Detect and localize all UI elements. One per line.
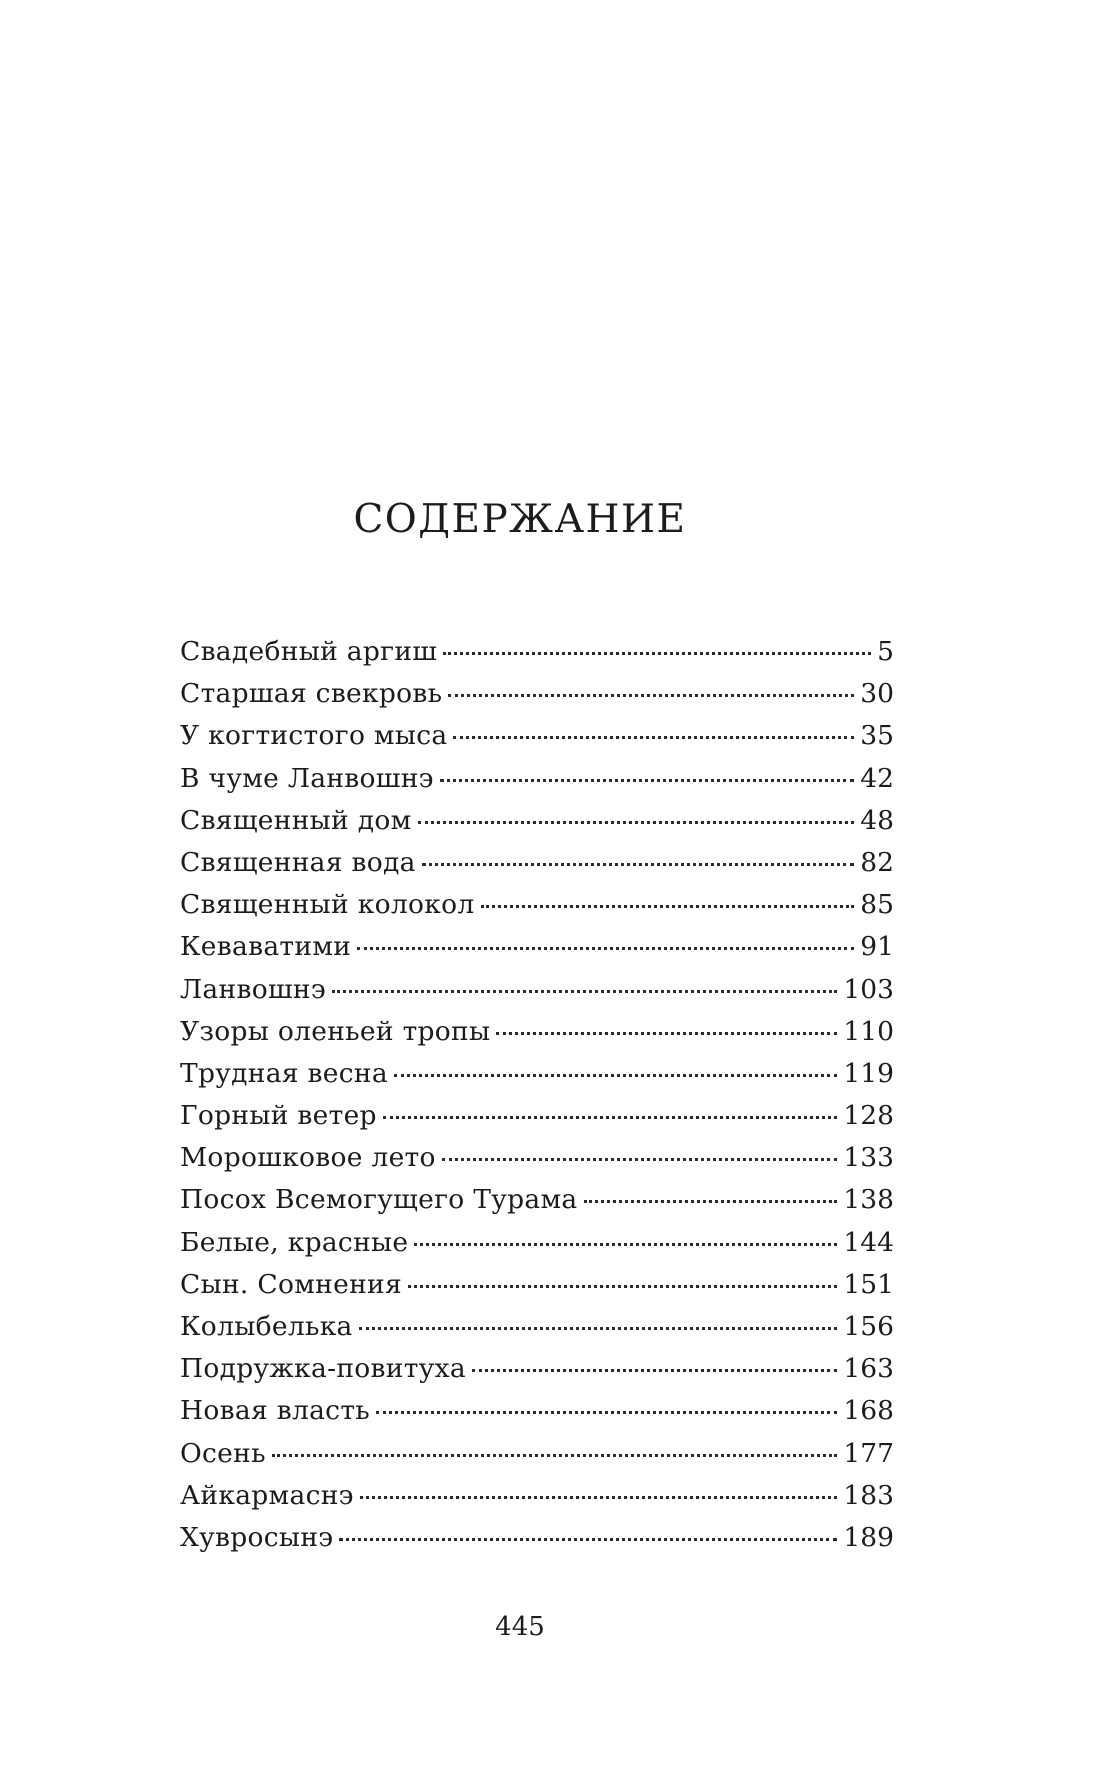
toc-entry-title: Священный дом [180, 804, 412, 836]
toc-entry-page: 110 [843, 1015, 894, 1047]
toc-entry-page: 168 [843, 1395, 894, 1427]
dot-leader [339, 1516, 837, 1546]
toc-entry-page: 5 [877, 636, 894, 667]
toc-entry-title: Сын. Сомнения [180, 1268, 403, 1300]
toc-entry-page: 189 [843, 1521, 894, 1553]
toc-entry[interactable] [180, 1474, 894, 1516]
toc-entry-title: Ланвошнэ [180, 973, 326, 1005]
dot-leader [422, 841, 855, 871]
toc-entry[interactable] [180, 1010, 894, 1052]
toc-entry-title: Кеваватими [180, 931, 352, 963]
table-of-contents [180, 630, 894, 1558]
dot-leader [481, 883, 855, 913]
toc-entry-page: 156 [843, 1311, 894, 1342]
toc-entry[interactable] [180, 1432, 894, 1474]
page-number: 445 [495, 1612, 545, 1642]
toc-entry-title: Подружка-повитуха [180, 1353, 466, 1385]
dot-leader [584, 1178, 838, 1208]
dot-leader [376, 1389, 837, 1419]
toc-entry[interactable] [180, 1347, 894, 1389]
toc-entry-title: Посох Всемогущего Турама [180, 1184, 578, 1216]
toc-entry-title: Морошковое лето [180, 1142, 436, 1174]
toc-entry[interactable] [180, 1221, 894, 1263]
toc-entry[interactable] [180, 1516, 894, 1558]
dot-leader [496, 1010, 837, 1040]
toc-entry-title: Трудная весна [180, 1057, 388, 1089]
page-title: СОДЕРЖАНИЕ [353, 497, 687, 542]
toc-entry-page: 163 [843, 1353, 894, 1385]
toc-entry-title: В чуме Ланвошнэ [180, 762, 434, 794]
toc-entry-title: Белые, красные [180, 1226, 409, 1258]
dot-leader [418, 799, 855, 829]
toc-entry-title: Горный ветер [180, 1100, 377, 1132]
toc-entry[interactable] [180, 841, 894, 883]
toc-entry-page: 183 [843, 1479, 894, 1511]
dot-leader [442, 1136, 838, 1166]
toc-entry-title: Старшая свекровь [180, 678, 443, 710]
toc-entry-page: 133 [843, 1142, 894, 1174]
toc-entry[interactable] [180, 883, 894, 925]
toc-entry-page: 177 [843, 1437, 894, 1469]
toc-entry-title: Хувросынэ [180, 1521, 334, 1553]
toc-entry-page: 82 [860, 846, 894, 878]
toc-entry-page: 144 [843, 1226, 894, 1258]
toc-entry[interactable] [180, 925, 894, 967]
toc-entry[interactable] [180, 1389, 894, 1431]
dot-leader [414, 1221, 837, 1251]
dot-leader [472, 1347, 837, 1377]
toc-entry[interactable] [180, 714, 894, 756]
toc-entry-page: 30 [860, 678, 894, 710]
toc-entry[interactable] [180, 1136, 894, 1178]
dot-leader [272, 1432, 838, 1462]
toc-entry[interactable] [180, 799, 894, 841]
toc-entry[interactable] [180, 968, 894, 1010]
toc-entry[interactable] [180, 1094, 894, 1136]
toc-entry-page: 42 [860, 762, 894, 794]
toc-entry-page: 138 [843, 1184, 894, 1216]
toc-entry-page: 119 [843, 1057, 894, 1089]
toc-entry-page: 151 [843, 1268, 894, 1300]
toc-entry[interactable] [180, 630, 894, 672]
dot-leader [394, 1052, 837, 1082]
toc-entry-title: Айкармаснэ [180, 1479, 354, 1511]
toc-entry[interactable] [180, 1263, 894, 1305]
toc-entry-page: 85 [860, 889, 894, 921]
dot-leader [453, 714, 854, 744]
toc-entry-title: Священная вода [180, 846, 416, 878]
dot-leader [448, 672, 854, 702]
dot-leader [357, 925, 854, 955]
toc-entry-page: 35 [860, 720, 894, 752]
toc-entry-title: У когтистого мыса [180, 720, 448, 752]
toc-entry-page: 103 [843, 973, 894, 1005]
dot-leader [383, 1094, 838, 1124]
toc-entry[interactable] [180, 1052, 894, 1094]
dot-leader [440, 757, 854, 787]
toc-entry-page: 48 [860, 804, 894, 836]
dot-leader [359, 1305, 838, 1335]
dot-leader [443, 630, 871, 660]
toc-entry-title: Колыбелька [180, 1311, 353, 1342]
toc-entry-title: Священный колокол [180, 889, 475, 921]
toc-entry-page: 128 [843, 1100, 894, 1132]
toc-entry[interactable] [180, 757, 894, 799]
toc-entry[interactable] [180, 1178, 894, 1220]
toc-entry[interactable] [180, 672, 894, 714]
toc-entry-title: Новая власть [180, 1395, 371, 1427]
dot-leader [360, 1474, 838, 1504]
toc-entry[interactable] [180, 1305, 894, 1347]
toc-entry-page: 91 [860, 931, 894, 963]
toc-entry-title: Свадебный аргиш [180, 636, 438, 667]
dot-leader [408, 1263, 837, 1293]
toc-entry-title: Узоры оленьей тропы [180, 1015, 491, 1047]
dot-leader [332, 968, 837, 998]
toc-entry-title: Осень [180, 1437, 266, 1469]
